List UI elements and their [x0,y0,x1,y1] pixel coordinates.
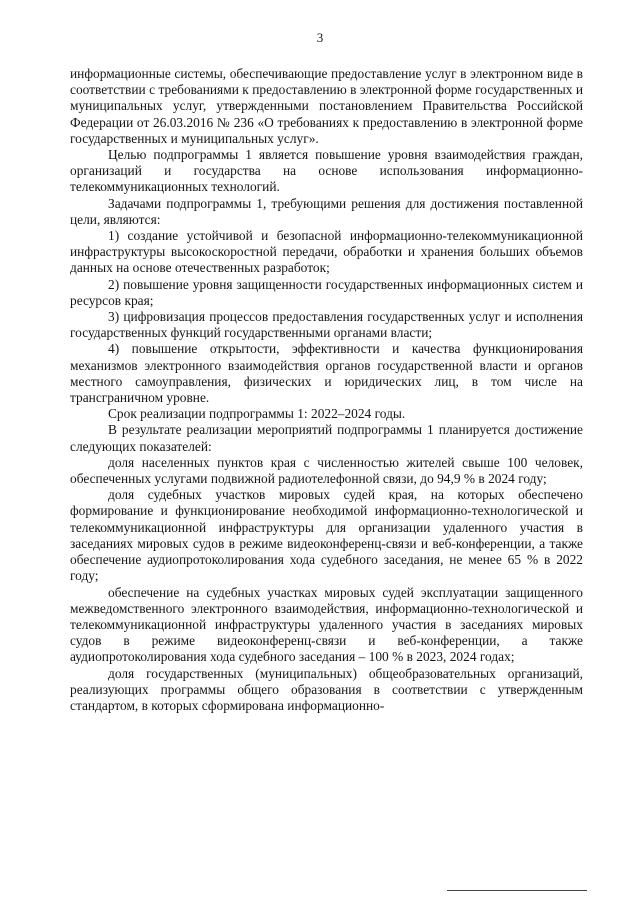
page-number: 3 [316,30,324,45]
paragraph-term: Срок реализации подпрограммы 1: 2022–2024 годы. [108,406,406,422]
paragraph-tasks-intro: Задачами подпрограммы 1, требующими решения для достижения поставленной цели, являются: [70,195,583,227]
task-item-2: 2) повышение уровня защищенности государственных информационных систем и ресурсов края; [70,276,583,308]
indicator-item: доля судебных участков мировых судей края, на которых обеспечено формирование и функционирование необходимой информационно-технологической и телекоммуникационной инфраструктуры для организации удаленного участия в заседаниях мировых судов в режиме видеоконференц-связи и веб-конференции, а также обеспечение аудиопротоколирования хода судебного заседания, не менее 65 % в 2022 году; [70,487,583,584]
footer-divider [447,890,587,891]
task-item-3: 3) цифровизация процессов предоставления государственных услуг и исполнения государственных функций государственными органами власти; [70,309,583,341]
task-item-4: 4) повышение открытости, эффективности и качества функционирования механизмов электронного взаимодействия органов государственной власти и органов местного самоуправления, физических и юридических лиц, в том числе на трансграничном уровне. [70,341,583,406]
paragraph-continuation: информационные системы, обеспечивающие предоставление услуг в электронном виде в соответствии с требованиями к предоставлению в электронной форме государственных и муниципальных услуг, утвержденными постановлением Правительства Российской Федерации от 26.03.2016 № 236 «О требованиях к предоставлению в электронной форме государственных и муниципальных услуг». [70,66,583,146]
document-body [70,66,583,714]
indicator-item: доля населенных пунктов края с численностью жителей свыше 100 человек, обеспеченных услугами подвижной радиотелефонной связи, до 94,9 % в 2024 году; [70,454,583,487]
paragraph-results-intro: В результате реализации мероприятий подпрограммы 1 планируется достижение следующих показателей: [70,422,583,454]
task-item-1: 1) создание устойчивой и безопасной информационно-телекоммуникационной инфраструктуры высокоскоростной передачи, обработки и хранения больших объемов данных на основе отечественных разработок; [70,228,583,276]
indicator-item: доля государственных (муниципальных) общеобразовательных организаций, реализующих программы общего образования в соответствии с утвержденным стандартом, в которых сформирована информационно- [70,665,583,713]
indicator-item: обеспечение на судебных участках мировых судей эксплуатации защищенного межведомственного электронного взаимодействия, информационно-технологической и телекоммуникационной инфраструктуры удаленного участия в заседаниях мировых судов в режиме видеоконференц-связи и веб-конференции, а также аудиопротоколирования хода судебного заседания – 100 % в 2023, 2024 годах; [70,584,583,665]
paragraph-goal: Целью подпрограммы 1 является повышение уровня взаимодействия граждан, организаций и государства на основе использования информационно-телекоммуникационных технологий. [70,147,583,195]
